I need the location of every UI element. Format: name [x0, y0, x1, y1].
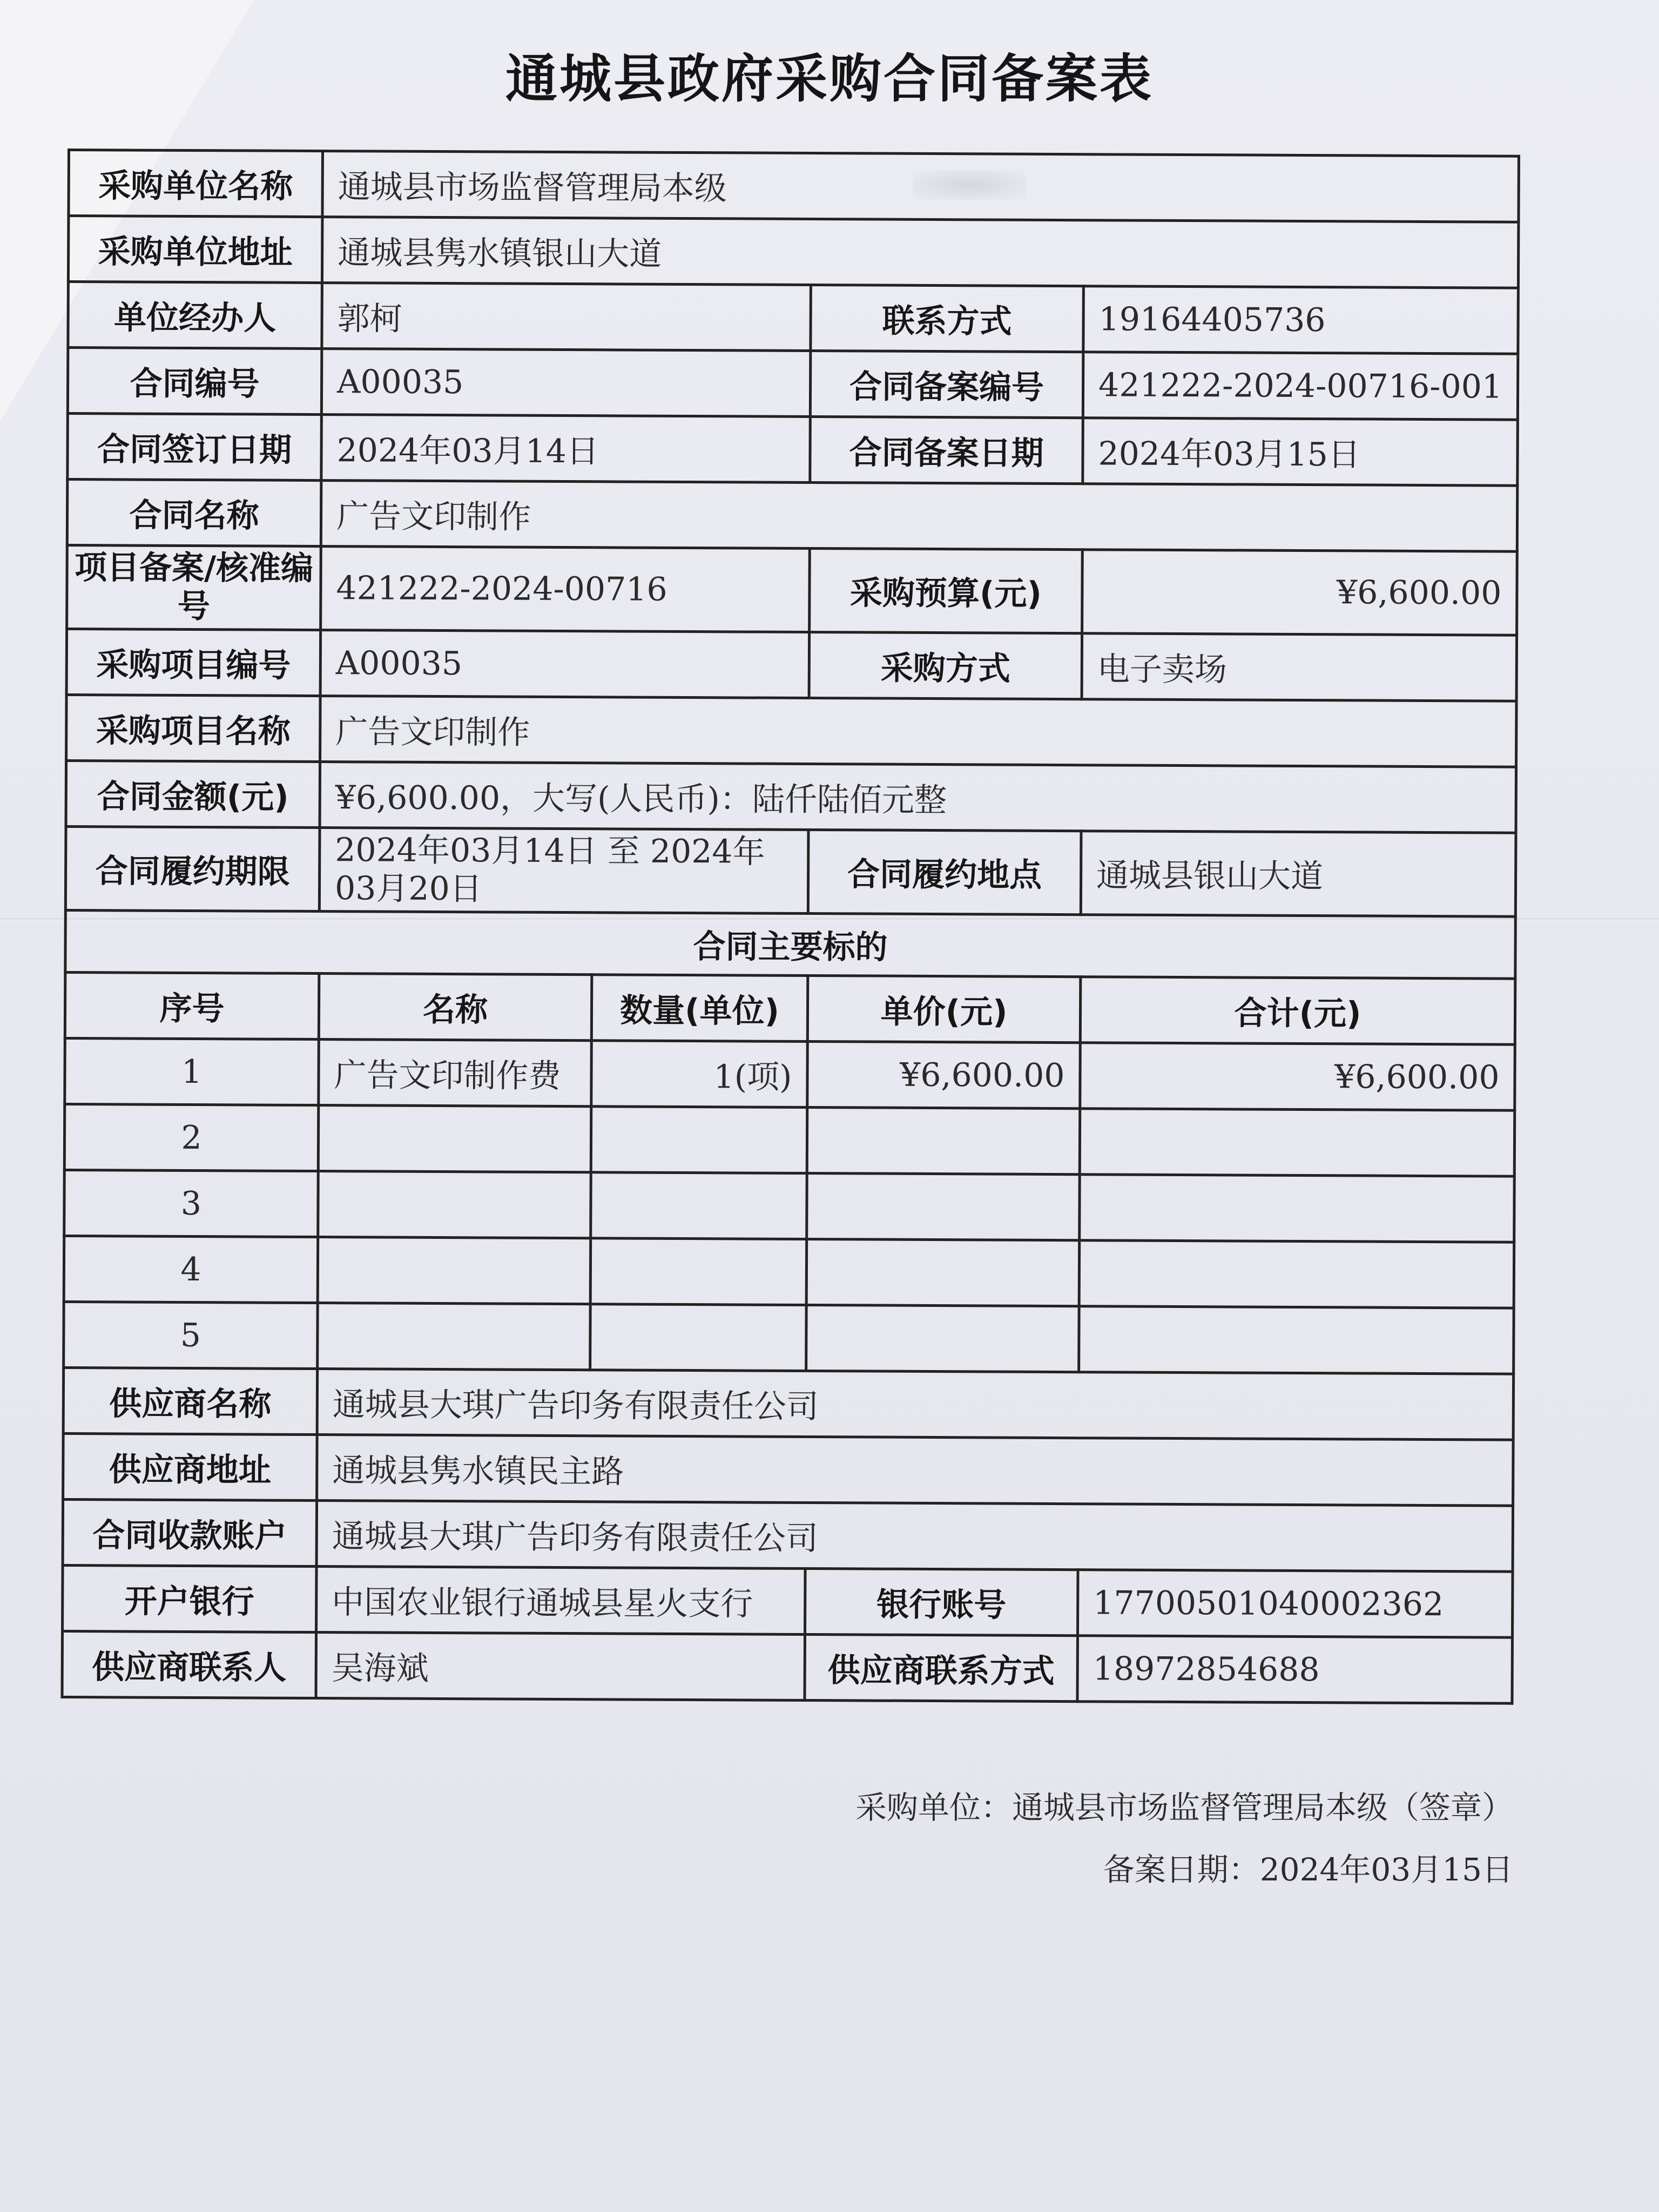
period-label: 合同履约期限: [65, 826, 320, 911]
period-value: 2024年03月14日 至 2024年03月20日: [319, 828, 808, 914]
budget-value: ¥6,600.00: [1082, 550, 1518, 636]
form-row: [63, 1433, 1514, 1506]
bank-value: 中国农业银行通城县星火支行: [316, 1567, 806, 1635]
contract-name-label: 合同名称: [67, 480, 321, 547]
items-table-row: [64, 1104, 1515, 1176]
project-filing-no-label: 项目备案/核准编号: [67, 545, 321, 630]
supplier-name-label: 供应商名称: [63, 1367, 318, 1434]
sign-date-value: 2024年03月14日: [321, 415, 811, 483]
sign-date-label: 合同签订日期: [68, 414, 322, 481]
filing-form-table: [60, 149, 1520, 1705]
supplier-address-value: 通城县隽水镇民主路: [317, 1435, 1514, 1506]
purchaser-name-value: 通城县市场监督管理局本级: [322, 151, 1519, 222]
form-row: [66, 761, 1516, 833]
project-name-label: 采购项目名称: [66, 695, 321, 762]
footer-purchaser: 采购单位：通城县市场监督管理局本级（签章）: [855, 1789, 1513, 1826]
supplier-contact-phone-label: 供应商联系方式: [805, 1634, 1078, 1701]
contact-value: 19164405736: [1083, 286, 1519, 354]
method-label: 采购方式: [809, 632, 1082, 699]
contact-label: 联系方式: [811, 285, 1084, 352]
form-row: [63, 1499, 1513, 1572]
location-label: 合同履约地点: [808, 830, 1081, 914]
item-qty: 1(项): [591, 1041, 808, 1108]
project-name-value: 广告文印制作: [320, 696, 1517, 767]
form-row: [62, 1631, 1513, 1703]
item-name: [318, 1171, 591, 1238]
page-title: 通城县政府采购合同备案表: [505, 49, 1154, 109]
form-row: [68, 216, 1519, 288]
item-total: [1079, 1240, 1514, 1309]
bank-account-value: 17700501040002362: [1078, 1570, 1513, 1638]
item-total: [1079, 1306, 1514, 1374]
items-section-row: [65, 910, 1515, 979]
item-name: [318, 1237, 591, 1304]
items-header-no: 序号: [65, 972, 319, 1039]
filing-date-label: 合同备案日期: [810, 417, 1083, 484]
items-table-row: [64, 1301, 1514, 1374]
item-total: [1080, 1109, 1515, 1177]
item-name: 广告文印制作费: [319, 1040, 592, 1107]
item-name: [318, 1105, 591, 1172]
items-section-title: 合同主要标的: [65, 910, 1515, 979]
items-header-total: 合计(元): [1080, 977, 1515, 1045]
item-no: 4: [64, 1236, 318, 1303]
project-no-value: A00035: [320, 630, 810, 698]
purchaser-address-value: 通城县隽水镇银山大道: [322, 217, 1519, 288]
items-table-row: [64, 1170, 1515, 1242]
items-header-price: 单价(元): [807, 975, 1081, 1042]
items-table-row: [64, 1236, 1514, 1308]
form-row: [63, 1565, 1513, 1637]
purchaser-address-label: 采购单位地址: [68, 216, 322, 283]
form-row: [67, 545, 1518, 636]
supplier-contact-person-label: 供应商联系人: [62, 1631, 316, 1698]
budget-label: 采购预算(元): [810, 549, 1083, 633]
filing-date-value: 2024年03月15日: [1083, 418, 1518, 486]
item-qty: [591, 1172, 807, 1239]
item-total: [1080, 1175, 1515, 1243]
item-no: 2: [64, 1104, 319, 1171]
items-header-qty: 数量(单位): [591, 975, 808, 1042]
contract-name-value: 广告文印制作: [321, 481, 1518, 552]
item-no: 3: [64, 1170, 319, 1237]
supplier-name-value: 通城县大琪广告印务有限责任公司: [317, 1369, 1514, 1440]
form-row: [66, 629, 1517, 702]
form-row: [69, 150, 1519, 222]
form-row: [66, 695, 1517, 767]
form-row: [68, 348, 1518, 420]
form-row: [68, 282, 1519, 354]
purchaser-name-label: 采购单位名称: [69, 150, 323, 217]
supplier-contact-person-value: 吴海斌: [316, 1633, 805, 1701]
item-no: 5: [64, 1301, 318, 1368]
items-header-name: 名称: [319, 974, 592, 1041]
amount-label: 合同金额(元): [66, 761, 320, 828]
item-name: [318, 1303, 591, 1370]
bank-label: 开户银行: [63, 1565, 317, 1632]
contract-no-value: A00035: [321, 349, 811, 417]
item-no: 1: [65, 1038, 319, 1105]
receiving-account-value: 通城县大琪广告印务有限责任公司: [316, 1501, 1513, 1572]
items-header-row: [65, 972, 1515, 1044]
item-qty: [590, 1304, 807, 1371]
supplier-contact-phone-value: 18972854688: [1077, 1636, 1513, 1704]
item-total: ¥6,600.00: [1080, 1043, 1515, 1111]
location-value: 通城县银山大道: [1081, 831, 1516, 917]
items-table-row: [65, 1038, 1515, 1110]
bank-account-label: 银行账号: [805, 1568, 1078, 1635]
form-row: [63, 1367, 1514, 1440]
form-row: [65, 826, 1516, 916]
item-price: [806, 1305, 1080, 1372]
item-qty: [590, 1238, 807, 1305]
project-filing-no-value: 421222-2024-00716: [321, 547, 810, 632]
item-price: ¥6,600.00: [807, 1041, 1081, 1108]
handler-label: 单位经办人: [68, 282, 322, 349]
item-price: [807, 1107, 1080, 1174]
footer-filing-date: 备案日期：2024年03月15日: [1103, 1851, 1513, 1888]
project-no-label: 采购项目编号: [66, 629, 321, 696]
supplier-address-label: 供应商地址: [63, 1433, 318, 1500]
handler-value: 郭柯: [322, 283, 811, 351]
filing-no-label: 合同备案编号: [810, 351, 1083, 418]
item-price: [807, 1173, 1080, 1240]
method-value: 电子卖场: [1082, 633, 1517, 702]
filing-no-value: 421222-2024-00716-001: [1083, 352, 1518, 420]
form-row: [68, 414, 1518, 486]
item-price: [806, 1239, 1080, 1306]
contract-no-label: 合同编号: [68, 348, 322, 415]
form-row: [67, 480, 1518, 552]
amount-value: ¥6,600.00，大写(人民币)：陆仟陆佰元整: [320, 762, 1516, 833]
receiving-account-label: 合同收款账户: [63, 1499, 317, 1566]
item-qty: [591, 1107, 807, 1174]
